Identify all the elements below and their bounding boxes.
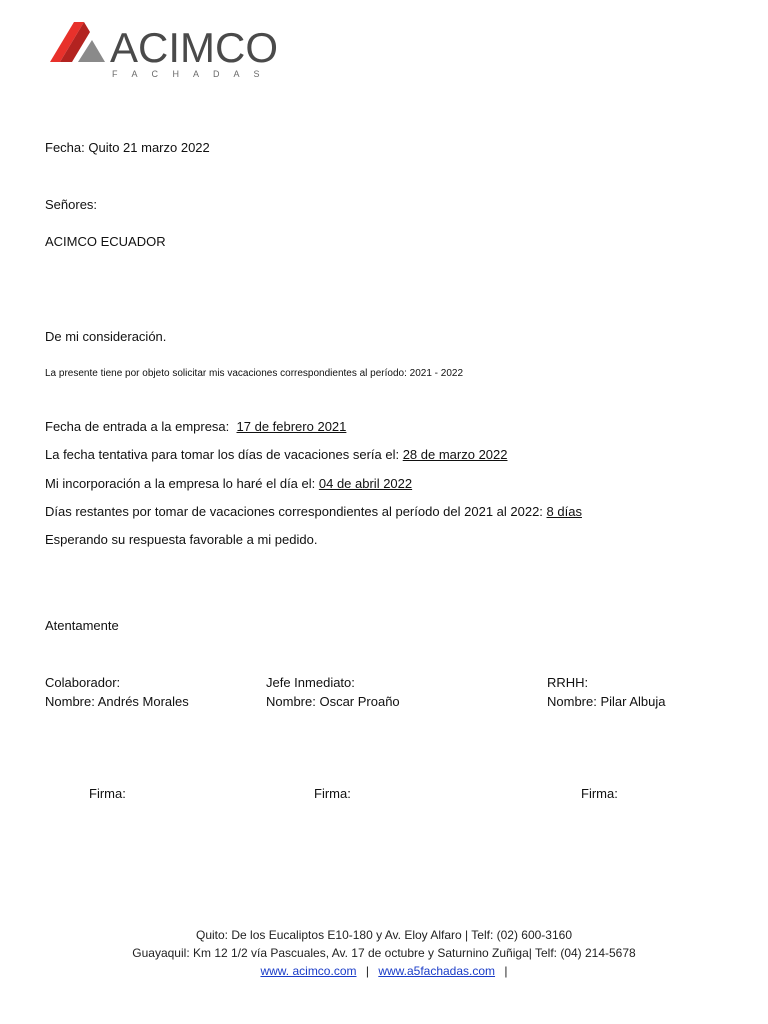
logo-sub-text: F A C H A D A S [112,69,266,79]
sign-off: Atentamente [45,618,119,633]
firma-rrhh: Firma: [581,786,618,801]
acimco-website-link[interactable]: www. acimco.com [260,964,357,978]
company-logo [48,18,298,82]
vacation-start-label: La fecha tentativa para tomar los días de vacaciones sería el: [45,447,403,462]
signature-role: RRHH: [547,675,589,690]
entry-date-line [45,419,346,435]
return-date-value: 04 de abril 2022 [318,476,413,491]
vacation-start-value: 28 de marzo 2022 [402,447,508,462]
signature-role: Colaborador: [45,675,121,690]
signature-name: Nombre: Pilar Albuja [547,694,666,709]
footer-guayaquil-address: Guayaquil: Km 12 1/2 vía Pascuales, Av. 17 de octubre y Saturnino Zuñiga| Telf: (04) 214-5678 [132,946,636,960]
vacation-start-line [45,447,508,463]
signature-block-rrhh [547,675,666,710]
firma-jefe: Firma: [314,786,351,801]
firma-colaborador: Firma: [89,786,126,801]
remaining-days-label: Días restantes por tomar de vacaciones correspondientes al período del 2021 al 2022: [45,504,547,519]
footer-separator-end: | [504,964,508,978]
a5fachadas-website-link[interactable]: www.a5fachadas.com [378,964,496,978]
greeting: De mi consideración. [45,329,167,344]
return-date-label: Mi incorporación a la empresa lo haré el día el: [45,476,319,491]
remaining-days-line [45,504,582,520]
signature-name: Nombre: Andrés Morales [45,694,189,709]
return-date-line [45,476,412,492]
footer-separator: | [365,964,369,978]
recipient-company: ACIMCO ECUADOR [45,234,166,249]
entry-date-value: 17 de febrero 2021 [236,419,347,434]
closing-request: Esperando su respuesta favorable a mi pedido. [45,532,318,547]
remaining-days-value: 8 días [546,504,582,519]
signature-block-jefe [266,675,400,710]
entry-date-label: Fecha de entrada a la empresa: [45,419,237,434]
recipient-salutation: Señores: [45,197,98,212]
intro-paragraph: La presente tiene por objeto solicitar mis vacaciones correspondientes al período: 2021 - 2022 [45,368,464,379]
footer-quito-address: Quito: De los Eucaliptos E10-180 y Av. Eloy Alfaro | Telf: (02) 600-3160 [196,928,572,942]
acimco-logo-mark [48,18,298,82]
signature-role: Jefe Inmediato: [266,675,355,690]
footer-links [0,963,768,979]
signature-block-colaborador [45,675,189,710]
letter-date: Fecha: Quito 21 marzo 2022 [45,140,210,155]
signature-name: Nombre: Oscar Proaño [266,694,400,709]
logo-brand-text: ACIMCO [110,24,278,71]
